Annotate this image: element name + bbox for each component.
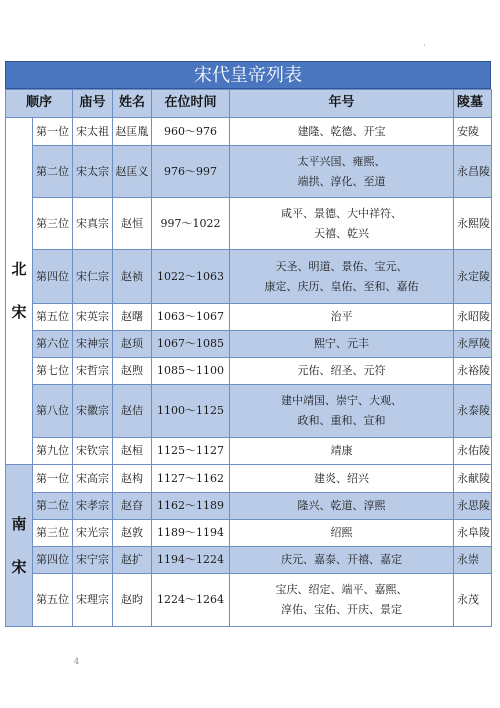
tomb-cell: 安陵 xyxy=(454,118,492,146)
tomb-cell: 永厚陵 xyxy=(454,331,492,358)
emperor-name-cell: 赵匡胤 xyxy=(113,118,152,146)
order-cell: 第二位 xyxy=(33,493,73,520)
era-line: 元佑、绍圣、元符 xyxy=(297,364,386,378)
table-row xyxy=(6,493,492,520)
era-names-cell xyxy=(230,574,454,627)
temple-name-cell: 宋哲宗 xyxy=(73,358,113,385)
reign-cell: 1022～1063 xyxy=(152,250,230,304)
temple-name-cell: 宋钦宗 xyxy=(73,438,113,465)
emperor-name-cell: 赵佶 xyxy=(113,385,152,438)
dynasty-label-char: 北 xyxy=(11,260,27,279)
order-cell: 第三位 xyxy=(33,520,73,547)
temple-name-cell: 宋光宗 xyxy=(73,520,113,547)
table-title: 宋代皇帝列表 xyxy=(5,61,491,89)
era-line: 咸平、景德、大中祥符、 xyxy=(281,206,403,220)
tomb-cell: 永泰陵 xyxy=(454,385,492,438)
emperor-name-cell: 赵敦 xyxy=(113,520,152,547)
reign-cell: 960～976 xyxy=(152,118,230,146)
table-row xyxy=(6,465,492,493)
dynasty-label xyxy=(6,465,33,627)
tomb-cell: 永昌陵 xyxy=(454,146,492,198)
era-names-cell xyxy=(230,520,454,547)
temple-name-cell: 宋英宗 xyxy=(73,304,113,331)
reign-cell: 1224～1264 xyxy=(152,574,230,627)
table-row xyxy=(6,250,492,304)
reign-cell: 1189～1194 xyxy=(152,520,230,547)
header-reign: 在位时间 xyxy=(152,90,230,118)
era-line: 建炎、绍兴 xyxy=(314,471,370,485)
era-names-cell xyxy=(230,385,454,438)
header-tomb: 陵墓 xyxy=(454,90,492,118)
table-row xyxy=(6,385,492,438)
page-dot-top: · xyxy=(423,41,426,50)
reign-cell: 1085～1100 xyxy=(152,358,230,385)
order-cell: 第四位 xyxy=(33,547,73,574)
temple-name-cell: 宋太祖 xyxy=(73,118,113,146)
temple-name-cell: 宋徽宗 xyxy=(73,385,113,438)
tomb-cell: 永阜陵 xyxy=(454,520,492,547)
order-cell: 第九位 xyxy=(33,438,73,465)
era-names-cell xyxy=(230,250,454,304)
emperor-name-cell: 赵煦 xyxy=(113,358,152,385)
reign-cell: 1127～1162 xyxy=(152,465,230,493)
header-temple: 庙号 xyxy=(73,90,113,118)
era-names-cell xyxy=(230,547,454,574)
era-names-cell xyxy=(230,118,454,146)
emperor-name-cell: 赵顼 xyxy=(113,331,152,358)
tomb-cell: 永献陵 xyxy=(454,465,492,493)
emperor-table xyxy=(5,89,492,627)
order-cell: 第四位 xyxy=(33,250,73,304)
era-line: 建隆、乾德、开宝 xyxy=(297,124,386,138)
era-line: 治平 xyxy=(330,310,353,324)
table-row xyxy=(6,118,492,146)
order-cell: 第二位 xyxy=(33,146,73,198)
era-line: 隆兴、乾道、淳熙 xyxy=(297,499,386,513)
order-cell: 第七位 xyxy=(33,358,73,385)
era-line: 康定、庆历、皇佑、至和、嘉佑 xyxy=(264,279,419,293)
dynasty-label-char: 宋 xyxy=(11,303,27,321)
reign-cell: 1125～1127 xyxy=(152,438,230,465)
emperor-name-cell: 赵恒 xyxy=(113,198,152,250)
era-names-cell xyxy=(230,198,454,250)
tomb-cell: 永茂 xyxy=(454,574,492,627)
table-row xyxy=(6,331,492,358)
dynasty-label-char: 宋 xyxy=(11,557,27,576)
emperor-name-cell: 赵祯 xyxy=(113,250,152,304)
temple-name-cell: 宋高宗 xyxy=(73,465,113,493)
header-era: 年号 xyxy=(230,90,454,118)
emperor-name-cell: 赵昀 xyxy=(113,574,152,627)
temple-name-cell: 宋真宗 xyxy=(73,198,113,250)
era-names-cell xyxy=(230,438,454,465)
era-names-cell xyxy=(230,146,454,198)
tomb-cell: 永佑陵 xyxy=(454,438,492,465)
header-row xyxy=(6,90,492,118)
tomb-cell: 永定陵 xyxy=(454,250,492,304)
tomb-cell: 永崇 xyxy=(454,547,492,574)
reign-cell: 976～997 xyxy=(152,146,230,198)
order-cell: 第一位 xyxy=(33,465,73,493)
era-line: 建中靖国、崇宁、大观、 xyxy=(281,394,403,408)
reign-cell: 1100～1125 xyxy=(152,385,230,438)
era-line: 淳佑、宝佑、开庆、景定 xyxy=(281,603,403,616)
header-name: 姓名 xyxy=(113,90,152,118)
table-row xyxy=(6,574,492,627)
table-row xyxy=(6,547,492,574)
table-row xyxy=(6,198,492,250)
emperor-name-cell: 赵构 xyxy=(113,465,152,493)
order-cell: 第五位 xyxy=(33,304,73,331)
tomb-cell: 永思陵 xyxy=(454,493,492,520)
temple-name-cell: 宋宁宗 xyxy=(73,547,113,574)
era-line: 端拱、淳化、至道 xyxy=(297,174,386,188)
era-line: 熙宁、元丰 xyxy=(314,337,370,351)
page-number-mark: 4 xyxy=(74,657,80,666)
temple-name-cell: 宋仁宗 xyxy=(73,250,113,304)
era-line: 天圣、明道、景佑、宝元、 xyxy=(275,259,408,273)
reign-cell: 1194～1224 xyxy=(152,547,230,574)
order-cell: 第六位 xyxy=(33,331,73,358)
temple-name-cell: 宋太宗 xyxy=(73,146,113,198)
temple-name-cell: 宋理宗 xyxy=(73,574,113,627)
reign-cell: 997～1022 xyxy=(152,198,230,250)
table-row xyxy=(6,438,492,465)
table-row xyxy=(6,146,492,198)
temple-name-cell: 宋孝宗 xyxy=(73,493,113,520)
tomb-cell: 永熙陵 xyxy=(454,198,492,250)
era-names-cell xyxy=(230,358,454,385)
era-line: 天禧、乾兴 xyxy=(314,226,370,240)
table-row xyxy=(6,520,492,547)
order-cell: 第五位 xyxy=(33,574,73,627)
emperor-name-cell: 赵曙 xyxy=(113,304,152,331)
order-cell: 第八位 xyxy=(33,385,73,438)
tomb-cell: 永裕陵 xyxy=(454,358,492,385)
era-line: 宝庆、绍定、端平、嘉熙、 xyxy=(275,583,408,597)
reign-cell: 1063～1067 xyxy=(152,304,230,331)
tomb-cell: 永昭陵 xyxy=(454,304,492,331)
era-line: 太平兴国、雍熙、 xyxy=(297,154,386,168)
dynasty-label-char: 南 xyxy=(11,514,27,533)
reign-cell: 1067～1085 xyxy=(152,331,230,358)
table-row xyxy=(6,358,492,385)
header-order: 顺序 xyxy=(6,90,73,118)
reign-cell: 1162～1189 xyxy=(152,493,230,520)
era-line: 靖康 xyxy=(330,444,353,458)
order-cell: 第一位 xyxy=(33,118,73,146)
era-names-cell xyxy=(230,493,454,520)
emperor-name-cell: 赵昚 xyxy=(113,493,152,520)
emperor-name-cell: 赵扩 xyxy=(113,547,152,574)
table-row xyxy=(6,304,492,331)
table-body xyxy=(6,90,492,627)
emperor-name-cell: 赵桓 xyxy=(113,438,152,465)
era-names-cell xyxy=(230,331,454,358)
temple-name-cell: 宋神宗 xyxy=(73,331,113,358)
era-line: 绍熙 xyxy=(330,526,353,540)
emperor-table-container xyxy=(5,61,491,627)
dynasty-label xyxy=(6,118,33,465)
era-names-cell xyxy=(230,304,454,331)
emperor-name-cell: 赵匡义 xyxy=(113,146,152,198)
era-names-cell xyxy=(230,465,454,493)
order-cell: 第三位 xyxy=(33,198,73,250)
era-line: 庆元、嘉泰、开禧、嘉定 xyxy=(281,553,403,567)
era-line: 政和、重和、宣和 xyxy=(297,414,386,427)
